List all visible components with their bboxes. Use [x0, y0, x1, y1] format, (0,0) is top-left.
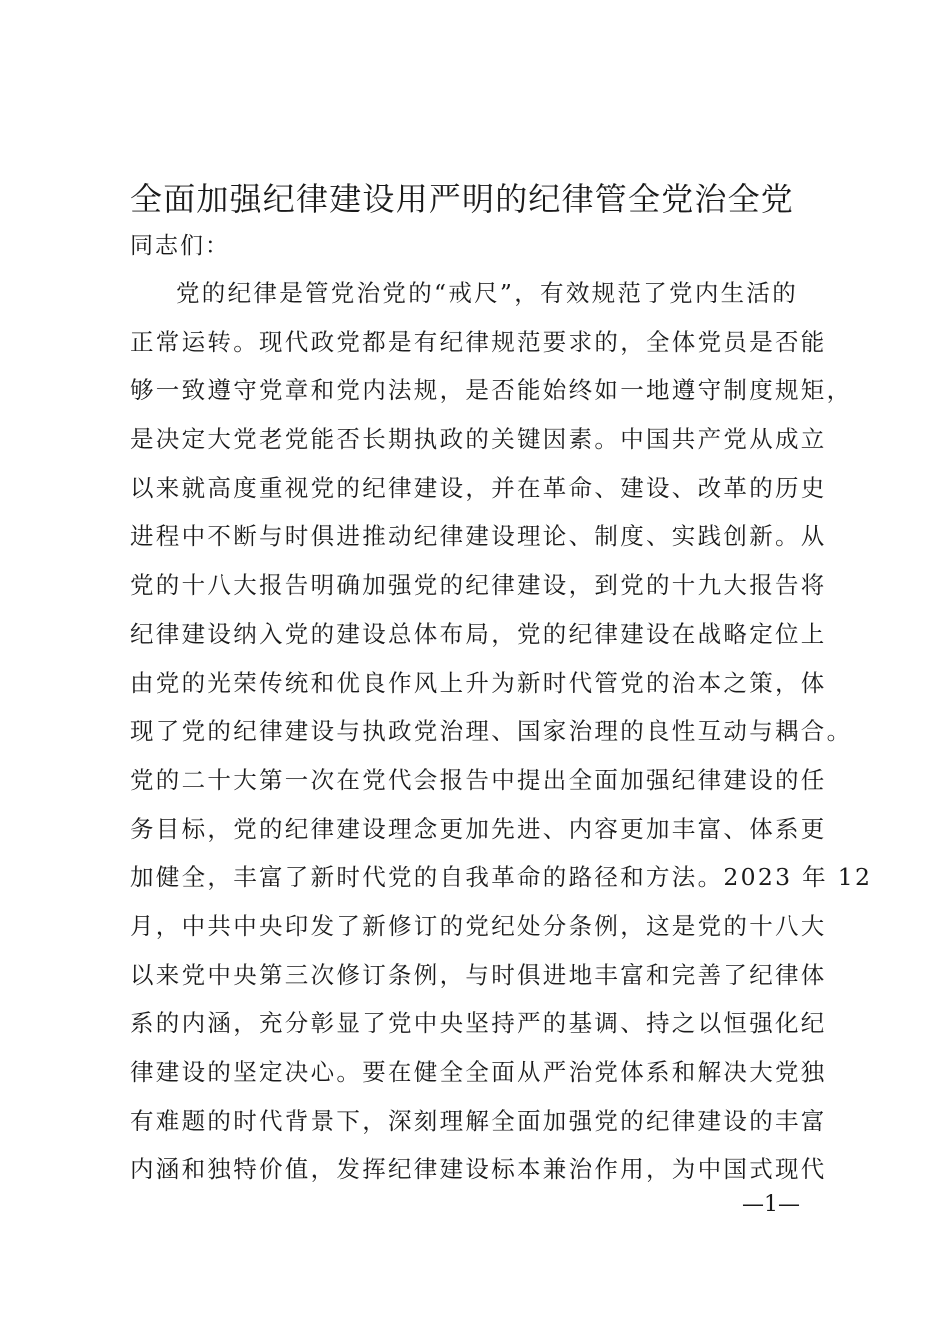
body-line: 以来就高度重视党的纪律建设，并在革命、建设、改革的历史 — [130, 473, 827, 502]
body-line: 够一致遵守党章和党内法规，是否能始终如一地遵守制度规矩， — [130, 376, 853, 405]
body-line: 务目标，党的纪律建设理念更加先进、内容更加丰富、体系更 — [130, 814, 827, 843]
body-line: 系的内涵，充分彰显了党中央坚持严的基调、持之以恒强化纪 — [130, 1009, 827, 1038]
document-title: 全面加强纪律建设用严明的纪律管全党治全党 — [130, 180, 795, 218]
body-line: 正常运转。现代政党都是有纪律规范要求的，全体党员是否能 — [130, 327, 827, 356]
body-line: 由党的光荣传统和优良作风上升为新时代管党的治本之策，体 — [130, 668, 827, 697]
body-line: 党的二十大第一次在党代会报告中提出全面加强纪律建设的任 — [130, 765, 827, 794]
body-line: 党的纪律是管党治党的“戒尺”，有效规范了党内生活的 — [176, 279, 799, 307]
body-line: 党的十八大报告明确加强党的纪律建设，到党的十九大报告将 — [130, 571, 827, 600]
body-line: 是决定大党老党能否长期执政的关键因素。中国共产党从成立 — [130, 425, 827, 454]
body-line: 有难题的时代背景下，深刻理解全面加强党的纪律建设的丰富 — [130, 1106, 827, 1135]
body-line: 内涵和独特价值，发挥纪律建设标本兼治作用，为中国式现代 — [130, 1155, 827, 1184]
body-paragraph — [130, 269, 890, 1194]
body-line: 加健全，丰富了新时代党的自我革命的路径和方法。2023 年 12 — [130, 863, 873, 892]
salutation: 同志们： — [130, 233, 230, 259]
body-line: 纪律建设纳入党的建设总体布局，党的纪律建设在战略定位上 — [130, 619, 827, 648]
body-line: 现了党的纪律建设与执政党治理、国家治理的良性互动与耦合。 — [130, 717, 853, 746]
body-line: 以来党中央第三次修订条例，与时俱进地丰富和完善了纪律体 — [130, 960, 827, 989]
body-line: 律建设的坚定决心。要在健全全面从严治党体系和解决大党独 — [130, 1058, 827, 1086]
body-line: 进程中不断与时俱进推动纪律建设理论、制度、实践创新。从 — [130, 522, 827, 551]
page-number: —1— — [742, 1192, 800, 1217]
body-line: 月，中共中央印发了新修订的党纪处分条例，这是党的十八大 — [130, 911, 827, 940]
